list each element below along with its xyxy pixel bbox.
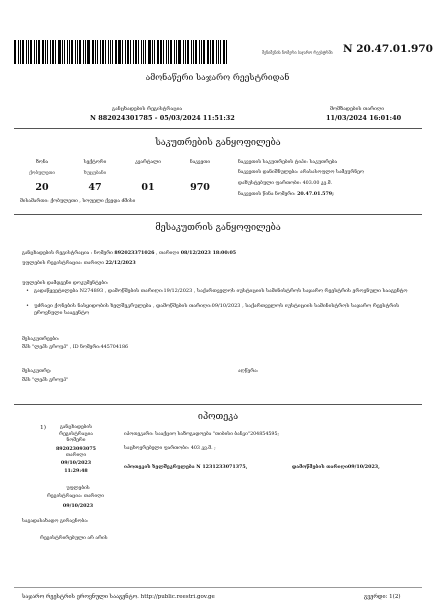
barcode-bar [125,40,126,64]
barcode-bar [34,40,35,64]
barcode-bar [26,40,27,64]
barcode-bar [170,40,172,64]
owner-label: მესაკუთრე: [22,369,52,374]
right-registration: უფლების რეგისტრაცია: თარიღი 22/12/2023 [22,260,136,266]
barcode-bar [210,40,211,64]
barcode-bar [64,40,65,64]
barcode-bar [223,40,225,64]
sector-label: სექტორი [83,160,107,165]
divider [14,404,422,405]
mortgage-section-title: იპოთეკა [197,412,239,422]
description-label: აღწერა: [238,369,259,374]
parcel-area: დაზუსტებული ფართობი: 403.00 კვ.მ. [238,181,333,186]
mortgagee: იპოთეკარი: სააქციო საზოგადოება "თიბისი ბანკი"204854595; [124,432,280,437]
ownership-type: ნაკვეთის საკუთრების ტიპი: საკუთრება [238,160,338,165]
basis-document-2: • უძრავი ქონების ნასყიდობის ხელშეკრულება , დამოწმების თარიღი:09/10/2023 , საქართველოს იუსტიციის სამინისტროს საჯარო რეესტრის ეროვნული სააგენტო [34,303,412,317]
barcode-bar [83,40,84,64]
barcode-bar [185,40,186,64]
mortgage-contract: იპოთეკის ხელშეკრულება N 1231233071375, [124,464,248,470]
barcode-bar [112,40,113,64]
barcode [14,40,228,64]
barcode-bar [50,40,51,64]
barcode-bar [226,40,227,64]
page-number: გვერდი: 1(2) [364,594,401,600]
barcode-bar [36,40,37,64]
barcode-bar [183,40,184,64]
barcode-bar [212,40,215,64]
barcode-bar [38,40,40,64]
owners-value: შპს "ლეპს გროუპ" , ID ნომერი:445704186 [22,345,129,350]
application-label: განცხადების რეგისტრაცია [112,106,183,112]
barcode-bar [22,40,24,64]
barcode-bar [122,40,123,64]
barcode-bar [174,40,175,64]
barcode-bar [203,40,205,64]
barcode-bar [141,40,143,64]
barcode-bar [218,40,219,64]
mortgage-registration-date: 09/10/2023 11:29:48 [60,460,92,474]
barcode-bar [130,40,131,64]
barcode-bar [58,40,61,64]
owner-value: შპს "ლეპს გროუპ" [22,378,69,383]
barcode-bar [100,40,101,64]
basis-document-1: • გადაწყვეტილება N274893 , დამოწმების თარიღი:19/12/2023 , საქართველოს იუსტიციის სამინისტროს საჯარო რეესტრის ეროვნული სააგენტო [34,288,412,295]
barcode-bar [187,40,189,64]
barcode-bar [85,40,86,64]
barcode-bar [176,40,178,64]
barcode-bar [55,40,56,64]
barcode-bar [47,40,48,64]
barcode-bar [30,40,33,64]
mortgage-registration-label: განცხადების რეგისტრაცია ნომერი [59,425,93,443]
barcode-bar [195,40,197,64]
divider [14,214,422,215]
barcode-bar [75,40,76,64]
address: მისამართი: ქობულეთი , სოფელი ქვედა ძმისი [20,199,136,204]
barcode-bar [133,40,134,64]
barcode-bar [220,40,221,64]
tax-lien-label: საგადასახადო გირავნობა: [22,519,89,524]
barcode-bar [102,40,104,64]
barcode-bar [108,40,109,64]
barcode-bar [216,40,217,64]
barcode-bar [118,40,121,64]
agency-title: ამონაწერი საჯარო რეესტრიდან [145,73,290,83]
quarter-value: 01 [141,182,155,193]
owners-label: მესაკუთრეები: [22,337,60,342]
barcode-bar [69,40,70,64]
barcode-bar [45,40,46,64]
barcode-bar [14,40,16,64]
barcode-bar [193,40,194,64]
barcode-bar [71,40,73,64]
property-section-title: საკუთრების განყოფილება [155,138,281,148]
barcode-bar [138,40,139,64]
owner-section-title: მესაკუთრის განყოფილება [155,223,281,233]
owner-registration: განცხადების რეგისტრაცია : ნომერი 892023371026 , თარიღი 08/12/2023 18:00:05 [22,250,237,256]
tax-lien-value: რეგისტრირებული არ არის [40,536,108,541]
barcode-bar [42,40,44,64]
zone-value: 20 [35,182,49,193]
prep-date-label: მომზადების თარიღი [330,106,385,112]
parcel-label: ნაკვეთი [189,160,211,165]
barcode-bar [92,40,94,64]
footer-text: საჯარო რეესტრის ეროვნული სააგენტო. http://public.reestri.gov.ge [22,594,215,600]
barcode-caption: შენიშვნის ნომერი საჯარო რეესტრში [262,50,333,55]
barcode-bar [20,40,21,64]
barcode-bar [143,40,144,64]
basis-documents-label: უფლების დამდგენი დოკუმენტები: [22,281,109,286]
right-registration-date: 09/10/2023 [62,503,94,509]
barcode-bar [105,40,107,64]
barcode-bar [79,40,81,64]
sector-value: 47 [88,182,102,193]
sector-sub: ხუცუბანი [83,171,107,176]
mortgage-item-number: 1) [40,425,46,431]
barcode-bar [145,40,146,64]
barcode-bar [77,40,78,64]
barcode-bar [87,40,90,64]
zone-label: ზონა [35,160,49,165]
mortgage-date-label: თარიღი [65,453,87,458]
barcode-bar [199,40,200,64]
barcode-bar [154,40,155,64]
barcode-bar [95,40,96,64]
barcode-bar [67,40,69,64]
document-number: N 20.47.01.970 [343,43,433,55]
barcode-bar [52,40,54,64]
application-value: N 882024301785 - 05/03/2024 11:51:32 [90,114,235,122]
barcode-bar [135,40,137,64]
barcode-bar [201,40,202,64]
barcode-bar [110,40,111,64]
barcode-bar [28,40,29,64]
footer-divider [14,587,422,588]
barcode-bar [178,40,181,64]
barcode-bar [157,40,159,64]
barcode-bar [207,40,209,64]
barcode-bar [62,40,63,64]
barcode-bar [191,40,192,64]
prep-date-value: 11/03/2024 16:01:40 [326,114,402,122]
barcode-bar [152,40,153,64]
divider [14,128,422,129]
barcode-bar [148,40,151,64]
quarter-label: კვარტალი [135,160,161,165]
barcode-bar [163,40,164,64]
barcode-bar [127,40,129,64]
mortgage-registration-number: 892023093075 [55,446,97,452]
barcode-bar [97,40,98,64]
mortgage-area: საცხოვრებელი ფართობი: 403 კვ.მ. ; [124,446,216,451]
mortgage-contract-date: დამოწმების თარიღი09/10/2023, [292,464,380,470]
previous-parcel-number: ნაკვეთის წინა ნომერი: 20.47.01.579; [238,191,334,197]
barcode-bar [166,40,167,64]
right-registration-label: რეგისტრაცია: თარიღი [46,494,104,499]
right-label: უფლების [66,486,90,491]
land-purpose: ნაკვეთის დანიშნულება: არასასოფლო სამეურნეო [238,170,364,175]
parcel-value: 970 [190,182,210,193]
zone-sub: ქობულეთი [29,171,55,176]
barcode-bar [115,40,117,64]
barcode-bar [160,40,162,64]
barcode-bar [168,40,169,64]
barcode-bar [18,40,19,64]
